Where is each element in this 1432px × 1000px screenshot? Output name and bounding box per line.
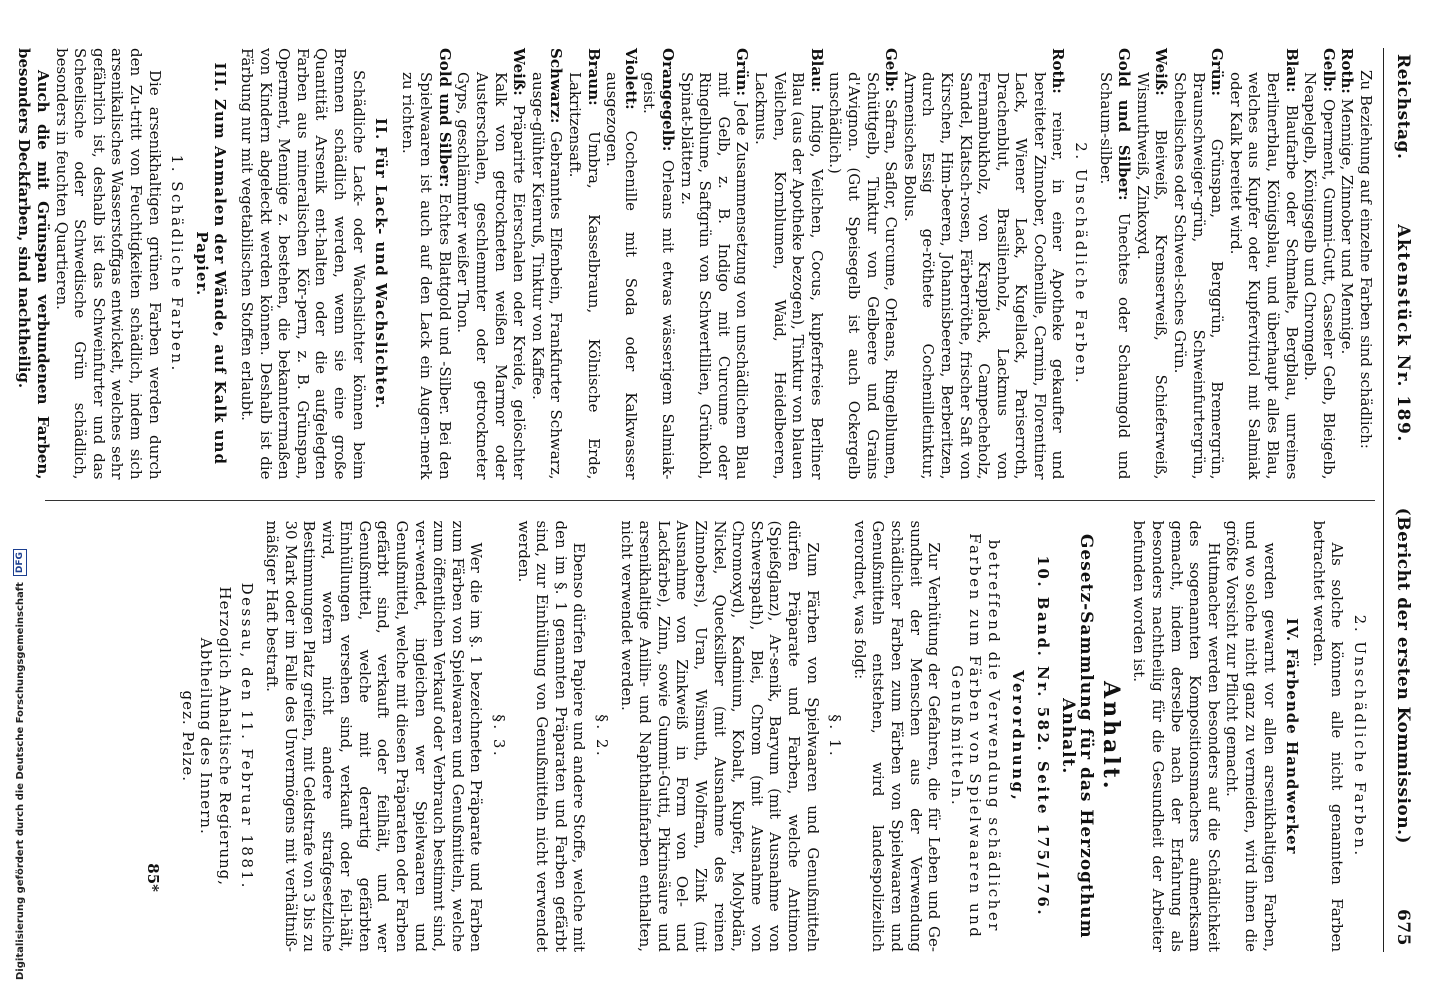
color-entry bbox=[677, 48, 751, 480]
issuing-department: Abtheilung des Innern. bbox=[197, 637, 216, 835]
color-entry-text: Orleans mit etwas wässerigem Salmiak-geist. bbox=[640, 72, 678, 480]
color-entry-label: Weiß: bbox=[1152, 48, 1171, 96]
color-entry-label: Blau: bbox=[1282, 48, 1301, 93]
decree-subject: betreffend die Verwendung schädlicher Farben zum Färben von Spielwaaren und Genußmitteln. bbox=[947, 533, 1003, 940]
color-entry-text: Indigo, Veilchen, Cocus, kupferfreies Berliner Blau (aus der Apotheke bezogen), Tinktur von blauen Veilchen, Kornblumen, Waid, Heidelbeeren, Lackmus. bbox=[752, 72, 826, 480]
color-entry-text: Umbra, Kasselbraun, Kölnische Erde, Lakritzensaft. bbox=[566, 72, 603, 480]
color-entry-text: Operment, Gummi-Gutt, Casseler Gelb, Bleigelb, Neapelgelb, Königsgelb und Chromgelb. bbox=[1301, 72, 1338, 480]
color-entry-text: Bleiweiß, Kremserweiß, Schieferweiß, Wismuthweiß, Zinkoxyd. bbox=[1133, 72, 1171, 480]
header-left: Reichstag. bbox=[1393, 54, 1413, 160]
color-entry-label: Violett: bbox=[621, 48, 640, 110]
harmful-heading: 1. Schädliche Farben. bbox=[168, 154, 187, 373]
decree-intro: Zur Verhütung der Gefahren, die für Leben und Ge-sundheit der Menschen aus der Verwendung schädlicher Farben zum Färben von Spielwaaren und Genußmitteln entstehen, wird landespolizeilich verordnet, was folgt: bbox=[850, 520, 944, 952]
section-iii-text: Die arsenikhaltigen grünen Farben werden durch den Zu-tritt von Feuchtigkeiten schädlich, indem sich arsenikalisches Wasserstoffgas entwickelt, welches sehr gefährlich ist, deshalb ist das Schweinfurter und das Scheelische oder Schwedische Grün schädlich, besonders in feuchten Quartieren. bbox=[52, 48, 164, 480]
left-column bbox=[15, 48, 1375, 480]
color-entry-label: Orangegelb: bbox=[659, 48, 678, 152]
anhalt-title: Anhalt. bbox=[1097, 681, 1124, 792]
color-entry-label: Grün: bbox=[1208, 48, 1227, 97]
sheet-mark: 85* bbox=[143, 863, 162, 892]
gazette-title: Gesetz-Sammlung für das Herzogthum Anhalt. bbox=[1057, 533, 1097, 939]
intro-text: Zu Beziehung auf einzelne Farben sind schädlich: bbox=[1357, 70, 1375, 449]
dfg-logo-icon: DFG bbox=[13, 549, 27, 576]
color-entry-label: Gold und Silber: bbox=[435, 48, 454, 188]
section-iv-text: werden gewarnt vor allen arsenikhaltigen Farben, und wo solche nicht ganz zu vermeiden, wird ihnen die größte Vorsicht zur Pflicht gemacht. bbox=[1223, 520, 1279, 952]
color-entry bbox=[1301, 48, 1338, 480]
paragraph-1-heading: §. 1. bbox=[826, 714, 845, 759]
color-entry-label: Gold und Silber: bbox=[1115, 48, 1134, 201]
paragraph-3-heading: §. 3. bbox=[490, 714, 509, 759]
credit-text: Digitalisierung gefördert durch die Deutsche Forschungsgemeinschaft bbox=[14, 582, 26, 980]
color-entry bbox=[1096, 48, 1133, 480]
harmless-heading-right: 2. Unschädliche Farben. bbox=[1351, 614, 1369, 858]
color-entry bbox=[603, 48, 640, 480]
color-entry-text: Mennige, Zinnober und Mennige. bbox=[1338, 98, 1357, 355]
color-entry-text: Safran, Saflor, Curcume, Orleans, Ringelblumen, Schüttgelb, Tinktur von Gelbeere und Grains d'Avignon. (Gut Speisegelb ist auch Ockergelb unschädlich.) bbox=[826, 72, 901, 480]
color-entry-text: Cochenille mit Soda oder Kalkwasser ausgezogen. bbox=[603, 72, 640, 480]
color-entry bbox=[1170, 48, 1226, 480]
color-entry bbox=[1226, 48, 1300, 480]
color-entry bbox=[1338, 48, 1357, 480]
harmful-colors-list bbox=[1096, 48, 1356, 480]
color-entry-text: Jede Zusammensetzung von unschädlichem Blau mit Gelb, z. B. Indigo mit Curcume oder Ringelblume, Saftgrün von Schwertlilien, Grünkohl, Spinat-blättern z. bbox=[677, 72, 752, 480]
section-iv-text-2: Hutmacher werden besonders auf die Schädlichkeit des sogenannten Kompositionsmachers aufmerksam gemacht, indem derselbe nach der Erfahrung als besonders nachtheilig für die Gesundheit der Arbeiter befunden worden ist. bbox=[1130, 520, 1223, 952]
section-ii-heading: II. Für Lack- und Wachslichter. bbox=[372, 118, 391, 410]
source-reference: 10. Band. Nr. 582. Seite 175/176. bbox=[1034, 555, 1053, 918]
color-entry bbox=[565, 48, 602, 480]
color-entry-text: Echtes Blattgold und -Silber. Bei den Spielwaaren ist auch auf den Lack ein Augen-merk zu richten. bbox=[398, 72, 454, 480]
color-entry-text: Präparirte Eierschalen oder Kreide, gelöschter Kalk von getrockneten weißen Marmor oder Austerschalen, geschlemmter oder getrockneter Gyps, geschlämmter weißer Thon. bbox=[454, 72, 529, 480]
color-entry bbox=[454, 48, 528, 480]
section-iv-heading: IV. Färbende Handwerker bbox=[1283, 617, 1302, 855]
digitization-credit bbox=[12, 552, 28, 980]
decree-title: Verordnung, bbox=[1009, 670, 1028, 803]
color-entry-label: Roth: bbox=[1338, 48, 1357, 94]
header-right-note: (Bericht der ersten Kommission.) bbox=[1393, 507, 1413, 845]
color-entry-text: Unechtes oder Schaumgold und Schaum-silber. bbox=[1096, 72, 1134, 480]
column-divider bbox=[45, 500, 1375, 501]
section-iii-text-2: Auch die mit Grünspan verbundenen Farben, besonders Deckfarben, sind nachtheilig. bbox=[15, 48, 53, 480]
harmless-heading: 2. Unschädliche Farben. bbox=[1072, 142, 1091, 386]
section-ii-text: Schädliche Lack- oder Wachslichter können beim Brennen schädlich werden, wenn sie eine große Quantität Arsenik ent-halten oder die aufgelegten Farben aus mineralischen Kör-pern, z. B. Grünspan, Operment, Mennige z. bestehen, die bekanntermaßen von Kindern abgeleckt werden können. Deshalb ist die Färbung nur mit vegetabilischen Stoffen erlaubt. bbox=[237, 48, 368, 480]
page-header bbox=[1383, 48, 1412, 952]
page-number: 675 bbox=[1393, 908, 1413, 946]
color-entry bbox=[751, 48, 825, 480]
paragraph-3-text: Wer die im §. 1 bezeichneten Präparate und Farben zum Färben von Spielwaaren und Genußmitteln, welche zum öffentlichen Verkauf oder Verbrauch bestimmt sind, ver-wendet, ingleichen wer Spielwaaren und Genußmittel, welche mit diesen Präparaten oder Farben gefärbt sind, verkauft oder feilhält, und wer Genußmittel, welche mit derartig gefärbten Einhüllungen versehen sind, verkauft oder feil-hält, wird, wofern nicht andere strafgesetzliche Bestimmungen Platz greifen, mit Geldstrafe von 3 bis zu 30 Mark oder im Falle des Unvermögens mit verhältniß-mäßiger Haft bestraft. bbox=[262, 520, 486, 952]
color-entry-label: Gelb: bbox=[1319, 48, 1338, 93]
color-entry-text: Grünspan, Berggrün, Bremergrün, Braunschweiger-grün, Schweinfurtergrün, Scheelisches oder Schweel-sches Grün. bbox=[1171, 72, 1227, 480]
color-entry-label: Roth: bbox=[1049, 48, 1068, 94]
color-entry-label: Blau: bbox=[807, 48, 826, 93]
signature: gez. Pelze. bbox=[178, 690, 197, 783]
color-entry-text: reiner, in einer Apotheke gekaufter und bereiteter Zinnober, Cochenille, Carmin, Florentiner Lack, Wiener Lack, Kugellack, Pariserroth, Drachenblut, Brasilienholz, Lackmus von Fernambukholz, von Krapplack, Campecheholz, Sandel, Klatsch-rosen, Färberröthe, frischer Saft von Kirschen, Him-beeren, Johannisbeeren, Berberitzen, durch Essig ge-röthete Cochenilletinktur, Armenisches Bolus. bbox=[900, 72, 1068, 480]
color-entry-text: Gebranntes Elfenbein, Frankfurter Schwarz, ausge-glühter Kienruß, Tinktur von Kaffee. bbox=[528, 72, 566, 480]
color-entry bbox=[900, 48, 1067, 480]
paragraph-2-heading: §. 2. bbox=[593, 714, 612, 759]
paragraph-2-text: Ebenso dürfen Papiere und andere Stoffe, welche mit den im §. 1 genannten Präparaten und Farben gefärbt sind, zur Einhüllung von Genußmitteln nicht verwendet werden. bbox=[514, 520, 589, 952]
color-entry-label: Schwarz: bbox=[547, 48, 566, 124]
color-entry-label: Gelb: bbox=[882, 48, 901, 93]
place-date: Dessau, den 11. Februar 1881. bbox=[238, 582, 257, 890]
issuing-authority: Herzoglich Anhaltische Regierung, bbox=[215, 586, 234, 887]
color-entry bbox=[826, 48, 900, 480]
color-entry bbox=[528, 48, 565, 480]
color-entry-label: Weiß: bbox=[510, 48, 529, 96]
section-iii-heading: III. Zum Anmalen der Wände, auf Kalk und Papier. bbox=[192, 62, 230, 465]
color-entry-label: Grün: bbox=[733, 48, 752, 97]
harmless-colors-list bbox=[398, 48, 1067, 480]
harmless-text: Als solche können alle nicht genannten Farben betrachtet werden. bbox=[1309, 520, 1347, 952]
color-entry-label: Braun: bbox=[584, 48, 603, 106]
right-column bbox=[45, 521, 1375, 953]
paragraph-1-text: Zum Färben von Spielwaaren und Genußmitteln dürfen Präparate und Farben, welche Antimon (Spießglanz), Ar-senik, Baryum (mit Ausnahme von Schwerspath), Blei, Chrom (mit Ausnahme von Chromoxyd), Kadmium, Kobalt, Kupfer, Molybdän, Nickel, Quecksilber (mit Ausnahme des reinen Zinnobers), Uran, Wismuth, Wolfram, Zink (mit Ausnahme von Zinkweiß in Form von Oel- und Lackfarbe), Zinn, sowie Gummi-Gutti, Pikrinsäure und arsenikhaltige Anilin- und Naphthalinfarben enthalten, nicht verwendet werden. bbox=[617, 520, 822, 952]
header-center: Aktenstück Nr. 189. bbox=[1393, 224, 1413, 443]
color-entry-text: Blaufarbe oder Schmalte, Bergblau, unreines Berlinerblau, Königsblau, und überhaupt alles Blau, welches aus Kupfer oder Kupfervitriol mit Salmiak oder Kalk bereitet wird. bbox=[1226, 72, 1301, 480]
color-entry bbox=[640, 48, 677, 480]
color-entry bbox=[398, 48, 454, 480]
color-entry bbox=[1133, 48, 1170, 480]
